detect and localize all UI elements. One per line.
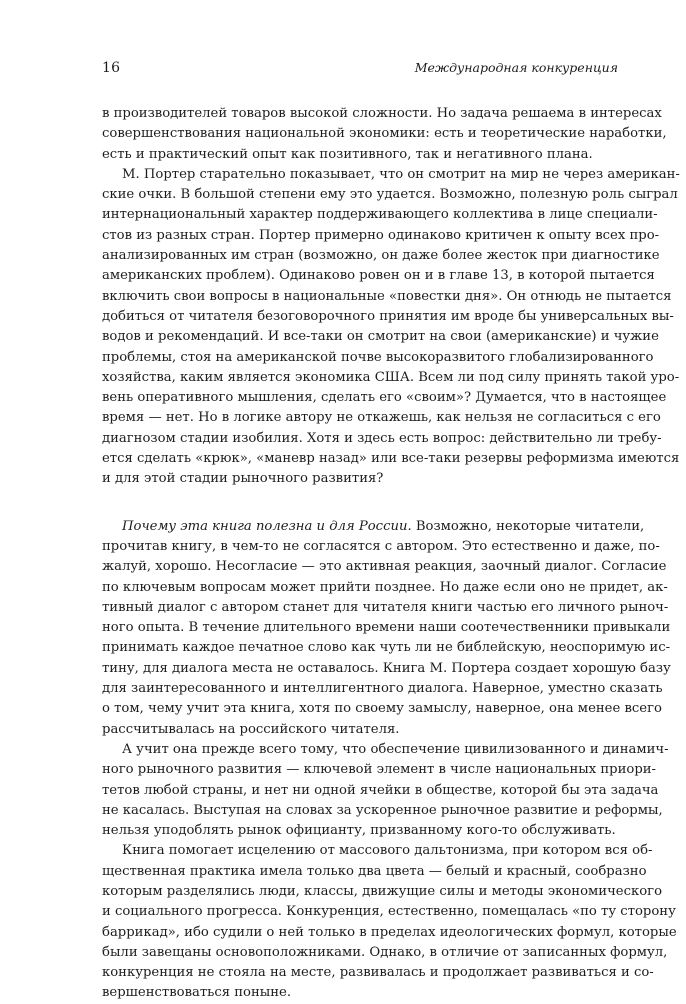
text-line: интернациональный характер поддерживающего коллектива в лице специали- — [102, 207, 658, 223]
text-line: хозяйства, каким является экономика США. Всем ли под силу принять такой уро- — [102, 369, 680, 385]
paragraph-color-blindness — [102, 841, 677, 1003]
text-line: есть и практический опыт как позитивного, так и негативного плана. — [102, 146, 593, 162]
text-line: баррикад», ибо судили о ней только в пределах идеологических формул, которые — [102, 924, 677, 940]
body-text — [102, 104, 680, 1004]
text-line: и для этой стадии рыночного развития? — [102, 471, 384, 487]
text-line: ется сделать «крюк», «маневр назад» или все-таки резервы реформизма имеются — [102, 451, 680, 467]
text-line: включить свои вопросы в национальные «повестки дня». Он отнюдь не пытается — [102, 288, 672, 304]
text-line: тетов любой страны, и нет ни одной ячейки в обществе, которой бы эта задача — [102, 782, 659, 798]
text-line: А учит она прежде всего тому, что обеспечение цивилизованного и динамич- — [122, 741, 669, 757]
text-line: вершенствоваться поныне. — [102, 985, 292, 1001]
text-line: тину, для диалога места не оставалось. Книга М. Портера создает хорошую базу — [102, 660, 671, 676]
page-number: 16 — [102, 60, 121, 76]
text-line: прочитав книгу, в чем-то не согласятся с автором. Это естественно и даже, по- — [102, 538, 660, 554]
text-line: М. Портер старательно показывает, что он смотрит на мир не через американ- — [122, 166, 680, 182]
text-line: принимать каждое печатное слово как чуть ли не библейскую, неоспоримую ис- — [102, 640, 671, 656]
text-line: рассчитывалась на российского читателя. — [102, 721, 400, 737]
text-line: о том, чему учит эта книга, хотя по своему замыслу, наверное, она менее всего — [102, 701, 662, 717]
text-line: щественная практика имела только два цвета — белый и красный, сообразно — [102, 863, 647, 879]
text-line: вень оперативного мышления, сделать его «своим»? Думается, что в настоящее — [102, 390, 667, 406]
text-line: добиться от читателя безоговорочного принятия им вроде бы универсальных вы- — [102, 308, 674, 324]
running-header — [102, 60, 618, 80]
section-break — [102, 490, 620, 517]
text-line: и социального прогресса. Конкуренция, естественно, помещалась «по ту сторону — [102, 904, 676, 920]
text-line: тивный диалог с автором станет для читателя книги частью его личного рыноч- — [102, 599, 669, 615]
text-line: ские очки. В большой степени ему это удается. Возможно, полезную роль сыграл — [102, 187, 678, 203]
running-section-title: Международная конкуренция — [414, 60, 618, 75]
text-line: стов из разных стран. Портер примерно одинаково критичен к опыту всех про- — [102, 227, 660, 243]
text-line: ного опыта. В течение длительного времени наши соотечественники привыкали — [102, 620, 671, 636]
text-line: не касалась. Выступая на словах за ускоренное рыночное развитие и реформы, — [102, 802, 663, 818]
text-line: Книга помогает исцелению от массового дальтонизма, при котором вся об- — [122, 843, 653, 859]
text-line — [102, 517, 645, 537]
text-line: ного рыночного развития — ключевой элемент в числе национальных приори- — [102, 762, 657, 778]
text-line: были завещаны основоположниками. Однако, в отличие от записанных формул, — [102, 944, 668, 960]
text-line: конкуренция не стояла на месте, развивалась и продолжает развиваться и со- — [102, 965, 654, 981]
text-line: анализированных им стран (возможно, он даже более жесток при диагностике — [102, 248, 660, 264]
text-line: в производителей товаров высокой сложности. Но задача решаема в интересах — [102, 106, 662, 121]
text-fragment: Возможно, некоторые читатели, — [415, 518, 645, 534]
text-line: для заинтересованного и интеллигентного диалога. Наверное, уместно сказать — [102, 681, 663, 697]
text-line: по ключевым вопросам может прийти позднее. Но даже если оно не придет, ак- — [102, 579, 668, 595]
text-line: которым разделялись люди, классы, движущие силы и методы экономического — [102, 883, 663, 899]
text-line: американских проблем). Одинаково ровен он и в главе 13, в которой пытается — [102, 268, 655, 284]
text-line: жалуй, хорошо. Несогласие — это активная реакция, заочный диалог. Согласие — [102, 559, 667, 575]
text-line: время — нет. Но в логике автору не откажешь, как нельзя не согласиться с его — [102, 410, 661, 426]
paragraph-what-it-teaches — [102, 740, 669, 841]
text-line: диагнозом стадии изобилия. Хотя и здесь есть вопрос: действительно ли требу- — [102, 430, 662, 446]
text-line: проблемы, стоя на американской почве высокоразвитого глобализированного — [102, 349, 654, 365]
paragraph-porter-viewpoint — [102, 165, 680, 490]
text-line: нельзя уподоблять рынок официанту, призванному кого-то обслуживать. — [102, 823, 616, 839]
paragraph-lead-in: Почему эта книга полезна и для России. — [122, 518, 412, 534]
paragraph-why-useful-for-russia — [102, 517, 671, 740]
paragraph-continuation — [102, 104, 667, 165]
text-line: совершенствования национальной экономики: есть и теоретические наработки, — [102, 126, 667, 142]
text-line: водов и рекомендаций. И все-таки он смотрит на свои (американские) и чужие — [102, 329, 659, 345]
